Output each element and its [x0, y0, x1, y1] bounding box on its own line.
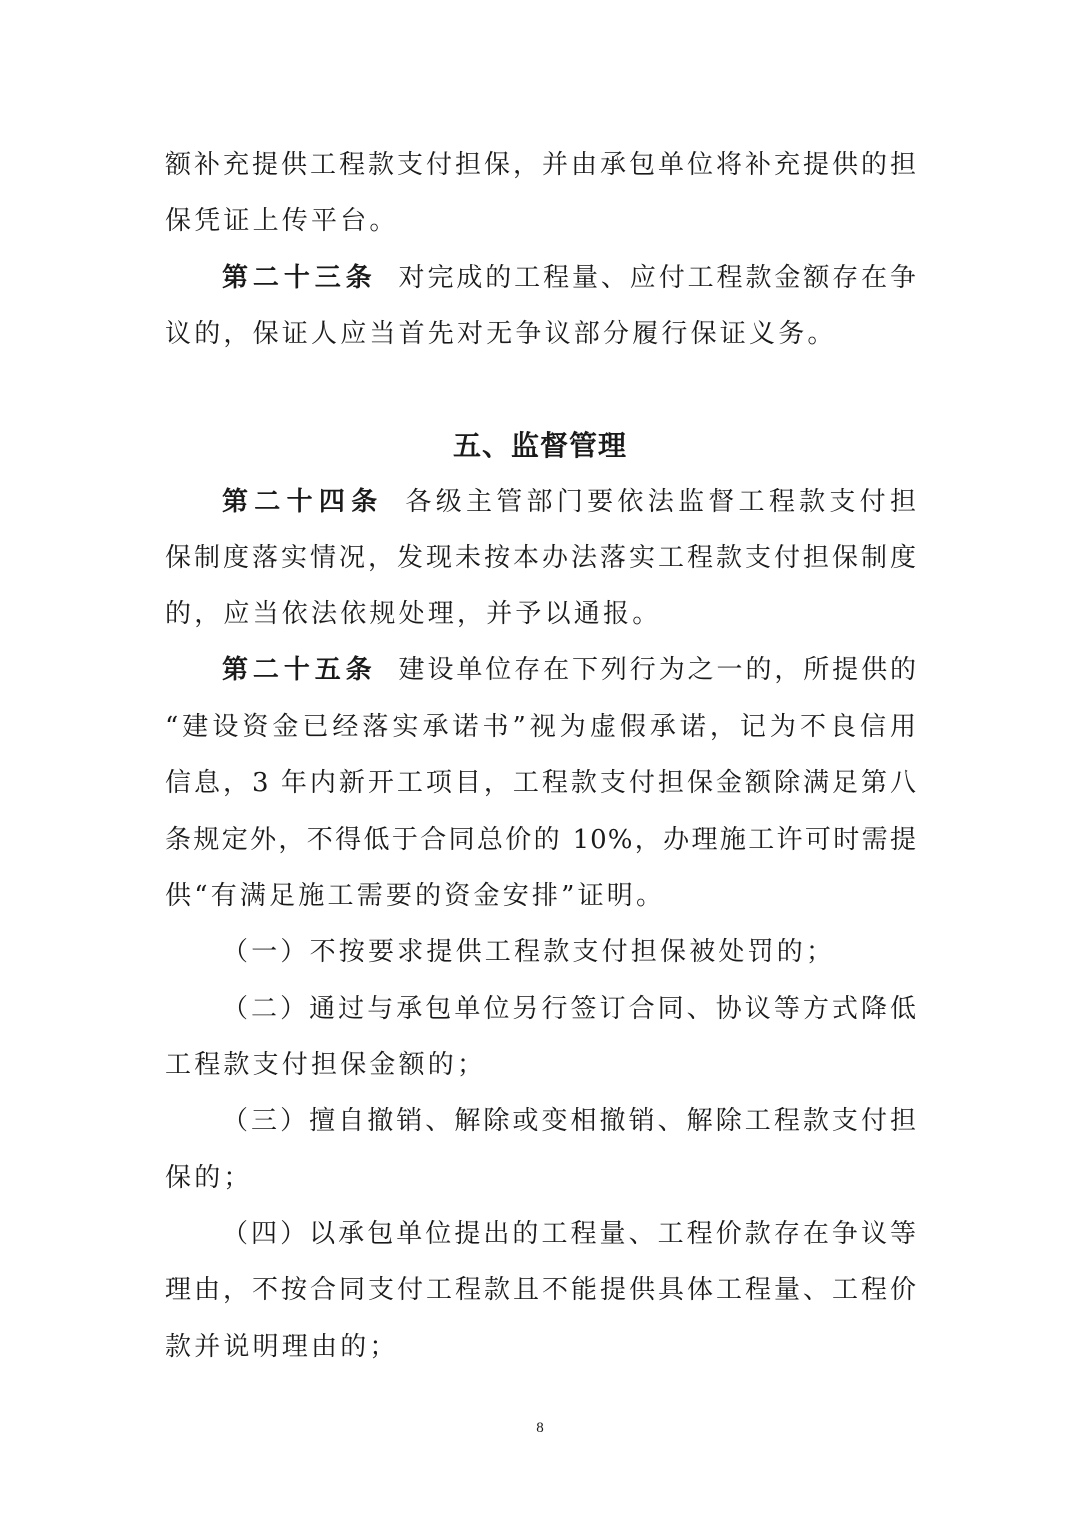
paragraph-line: “建设资金已经落实承诺书”视为虚假承诺，记为不良信用 — [165, 712, 917, 742]
paragraph-line: 保凭证上传平台。 — [165, 206, 399, 236]
paragraph-line: 条规定外，不得低于合同总价的 10%，办理施工许可时需提 — [165, 825, 917, 855]
article-25-label: 第二十五条 — [222, 655, 377, 685]
article-23-label: 第二十三条 — [222, 263, 377, 293]
paragraph-line: 信息，3 年内新开工项目，工程款支付担保金额除满足第八 — [165, 768, 917, 798]
article-25-line — [222, 650, 917, 690]
paragraph-line: 保制度落实情况，发现未按本办法落实工程款支付担保制度 — [165, 543, 917, 573]
paragraph-line: 款并说明理由的； — [165, 1332, 399, 1362]
paragraph-line: 议的，保证人应当首先对无争议部分履行保证义务。 — [165, 319, 837, 349]
article-24-label: 第二十四条 — [222, 487, 384, 517]
article-25-text: 建设单位存在下列行为之一的，所提供的 — [398, 655, 917, 685]
paragraph-line: 理由，不按合同支付工程款且不能提供具体工程量、工程价 — [165, 1275, 917, 1305]
page-number: 8 — [536, 1420, 544, 1436]
paragraph-line: 的，应当依法依规处理，并予以通报。 — [165, 599, 662, 629]
paragraph-line: 工程款支付担保金额的； — [165, 1050, 487, 1080]
list-item-1: （一）不按要求提供工程款支付担保被处罚的； — [222, 937, 836, 967]
paragraph-line: 保的； — [165, 1163, 253, 1193]
list-item-2: （二）通过与承包单位另行签订合同、协议等方式降低 — [222, 994, 917, 1024]
article-23-line — [222, 258, 917, 298]
article-23-text: 对完成的工程量、应付工程款金额存在争 — [398, 263, 917, 293]
article-24-text: 各级主管部门要依法监督工程款支付担 — [405, 487, 917, 517]
list-item-3: （三）擅自撤销、解除或变相撤销、解除工程款支付担 — [222, 1106, 917, 1136]
paragraph-line: 额补充提供工程款支付担保，并由承包单位将补充提供的担 — [165, 150, 917, 180]
paragraph-line: 供“有满足施工需要的资金安排”证明。 — [165, 881, 666, 911]
article-24-line — [222, 482, 917, 522]
list-item-4: （四）以承包单位提出的工程量、工程价款存在争议等 — [222, 1219, 917, 1249]
section-heading: 五、监督管理 — [452, 429, 627, 462]
